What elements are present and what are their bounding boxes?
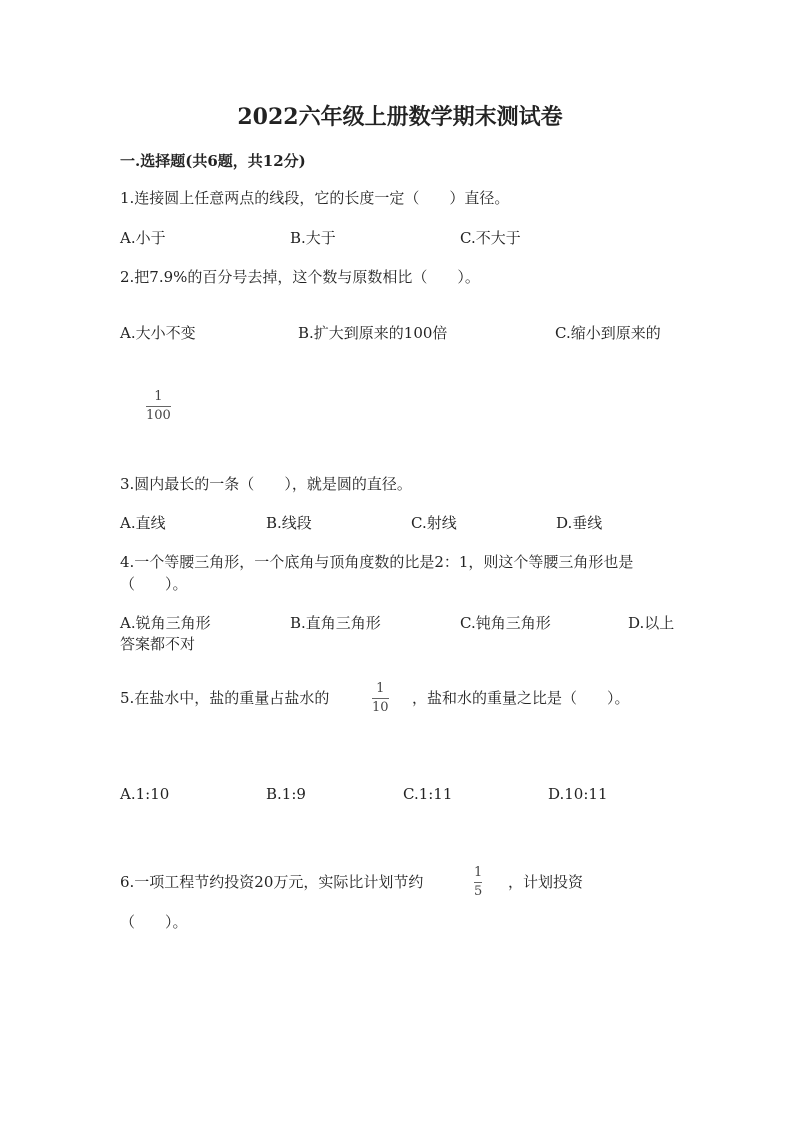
question-1-option-a: A.小于: [120, 229, 166, 247]
fraction-numerator: 1: [154, 389, 163, 404]
question-4-option-d-continuation: 答案都不对: [120, 635, 196, 653]
question-5-stem-part1: 5.在盐水中，盐的重量占盐水的: [120, 689, 330, 707]
question-4-option-b: B.直角三角形: [290, 614, 381, 632]
question-3-stem: 3.圆内最长的一条（ ），就是圆的直径。: [120, 475, 412, 493]
question-5-option-c: C.1:11: [403, 785, 453, 803]
fraction-bar: [146, 406, 171, 407]
question-5-option-a: A.1:10: [120, 785, 170, 803]
question-1-stem: 1.连接圆上任意两点的线段，它的长度一定（ ）直径。: [120, 189, 510, 207]
question-6-stem-part1: 6.一项工程节约投资20万元，实际比计划节约: [120, 873, 424, 891]
question-4-option-d: D.以上: [628, 614, 675, 632]
question-5-fraction: [372, 682, 389, 715]
fraction-denominator: 5: [474, 884, 483, 899]
section-heading: 一.选择题(共6题，共12分): [120, 152, 306, 170]
question-6-stem-line2: （ ）。: [120, 913, 188, 931]
question-3-option-a: A.直线: [120, 514, 166, 532]
page-title: 2022六年级上册数学期末测试卷: [237, 104, 563, 130]
question-3-option-d: D.垂线: [556, 514, 603, 532]
question-2-stem: 2.把7.9%的百分号去掉，这个数与原数相比（ ）。: [120, 268, 480, 286]
question-2-fraction: [146, 390, 171, 423]
question-4-option-a: A.锐角三角形: [120, 614, 211, 632]
question-3-option-c: C.射线: [411, 514, 457, 532]
question-2-option-c: C.缩小到原来的: [555, 324, 661, 342]
question-2-option-b: B.扩大到原来的100倍: [298, 324, 448, 342]
fraction-bar: [372, 698, 389, 699]
fraction-numerator: 1: [376, 681, 385, 696]
question-4-stem-line1: 4.一个等腰三角形，一个底角与顶角度数的比是2：1，则这个等腰三角形也是: [120, 553, 634, 571]
question-6-fraction: [474, 866, 482, 899]
fraction-denominator: 100: [146, 408, 171, 423]
fraction-numerator: 1: [474, 865, 483, 880]
question-1-option-c: C.不大于: [460, 229, 521, 247]
fraction-bar: [474, 882, 482, 883]
question-5-stem-part2: ，盐和水的重量之比是（ ）。: [412, 689, 630, 707]
question-4-stem-line2: （ ）。: [120, 575, 188, 593]
question-4-option-c: C.钝角三角形: [460, 614, 551, 632]
question-6-stem-part2: ，计划投资: [508, 873, 584, 891]
question-5-option-d: D.10:11: [548, 785, 608, 803]
question-1-option-b: B.大于: [290, 229, 336, 247]
question-2-option-a: A.大小不变: [120, 324, 196, 342]
question-5-option-b: B.1:9: [266, 785, 306, 803]
fraction-denominator: 10: [372, 700, 389, 715]
question-3-option-b: B.线段: [266, 514, 312, 532]
